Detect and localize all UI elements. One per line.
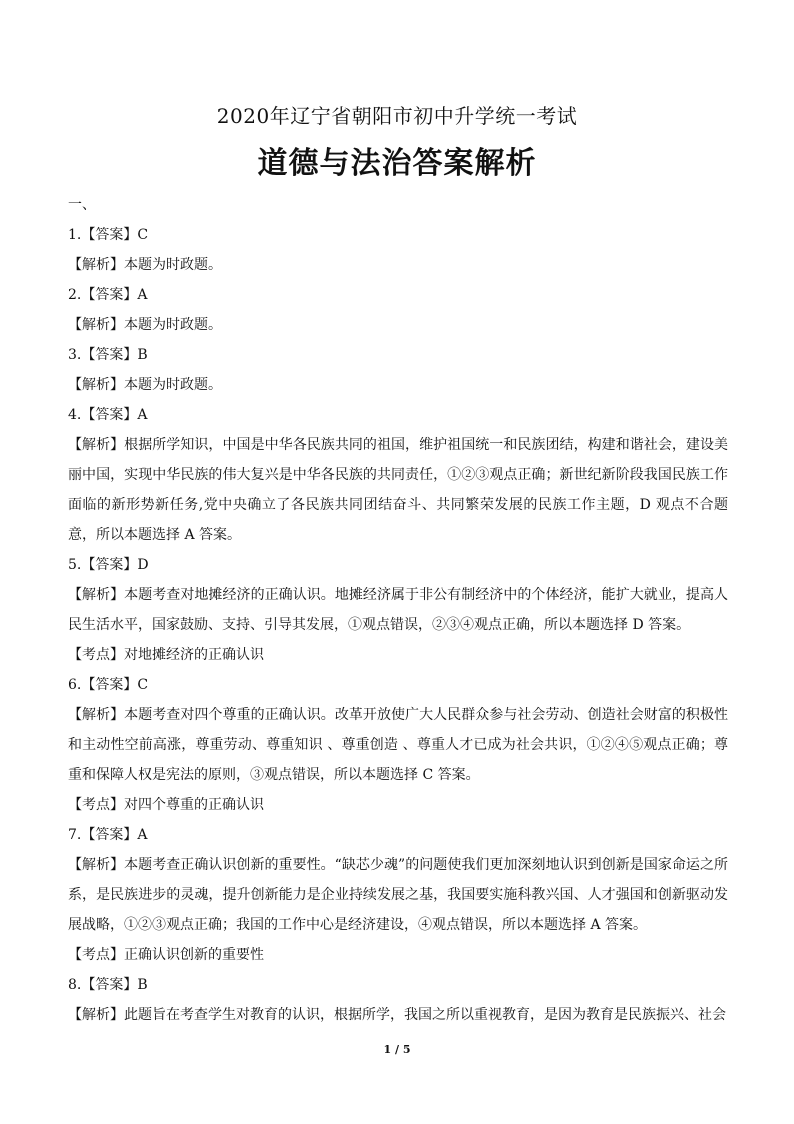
page-number: 1 / 5 <box>383 1043 411 1056</box>
answer-line: 1.【答案】C <box>68 227 149 243</box>
analysis-paragraph: 【解析】根据所学知识，中国是中华各民族共同的祖国，维护祖国统一和民族团结，构建和谐社会，建设美丽中国，实现中华民族的伟大复兴是中华各民族的共同责任，①②③观点正确；新世纪新阶段我国民族工作面临的新形势新任务,党中央确立了各民族共同团结奋斗、共同繁荣发展的民族工作主题，D 观点不合题意，所以本题选择 A 答案。 <box>68 437 728 543</box>
answer-line: 5.【答案】D <box>68 557 149 573</box>
document-title: 2020年辽宁省朝阳市初中升学统一考试 <box>216 104 578 128</box>
answer-line: 3.【答案】B <box>68 347 148 363</box>
key-point-line: 【考点】正确认识创新的重要性 <box>68 947 264 963</box>
answer-line: 2.【答案】A <box>68 287 148 303</box>
analysis-line: 【解析】本题为时政题。 <box>68 317 222 333</box>
analysis-paragraph: 【解析】本题考查对地摊经济的正确认识。地摊经济属于非公有制经济中的个体经济，能扩大就业，提高人民生活水平，国家鼓励、支持、引导其发展，①观点错误，②③④观点正确，所以本题选择 D 答案。 <box>68 587 728 633</box>
section-heading: 一、 <box>68 197 96 213</box>
answer-line: 7.【答案】A <box>68 827 148 843</box>
analysis-line: 【解析】本题为时政题。 <box>68 257 222 273</box>
document-subtitle: 道德与法治答案解析 <box>257 146 537 181</box>
answer-line: 6.【答案】C <box>68 677 149 693</box>
analysis-line: 【解析】本题为时政题。 <box>68 377 222 393</box>
answer-line: 8.【答案】B <box>68 977 148 993</box>
key-point-line: 【考点】对地摊经济的正确认识 <box>68 647 264 663</box>
key-point-line: 【考点】对四个尊重的正确认识 <box>68 797 264 813</box>
answer-line: 4.【答案】A <box>68 407 148 423</box>
document-body <box>68 190 728 1030</box>
analysis-paragraph: 【解析】本题考查对四个尊重的正确认识。改革开放使广大人民群众参与社会劳动、创造社会财富的积极性和主动性空前高涨，尊重劳动、尊重知识 、尊重创造 、尊重人才已成为社会共识，①②④⑤观点正确；尊重和保障人权是宪法的原则，③观点错误，所以本题选择 C 答案。 <box>68 707 728 783</box>
analysis-paragraph: 【解析】本题考查正确认识创新的重要性。“缺芯少魂”的问题使我们更加深刻地认识到创新是国家命运之所系，是民族进步的灵魂，提升创新能力是企业持续发展之基，我国要实施科教兴国、人才强国和创新驱动发展战略，①②③观点正确；我国的工作中心是经济建设，④观点错误，所以本题选择 A 答案。 <box>68 857 728 933</box>
analysis-line: 【解析】此题旨在考查学生对教育的认识，根据所学，我国之所以重视教育，是因为教育是民族振兴、社会 <box>68 1007 726 1023</box>
